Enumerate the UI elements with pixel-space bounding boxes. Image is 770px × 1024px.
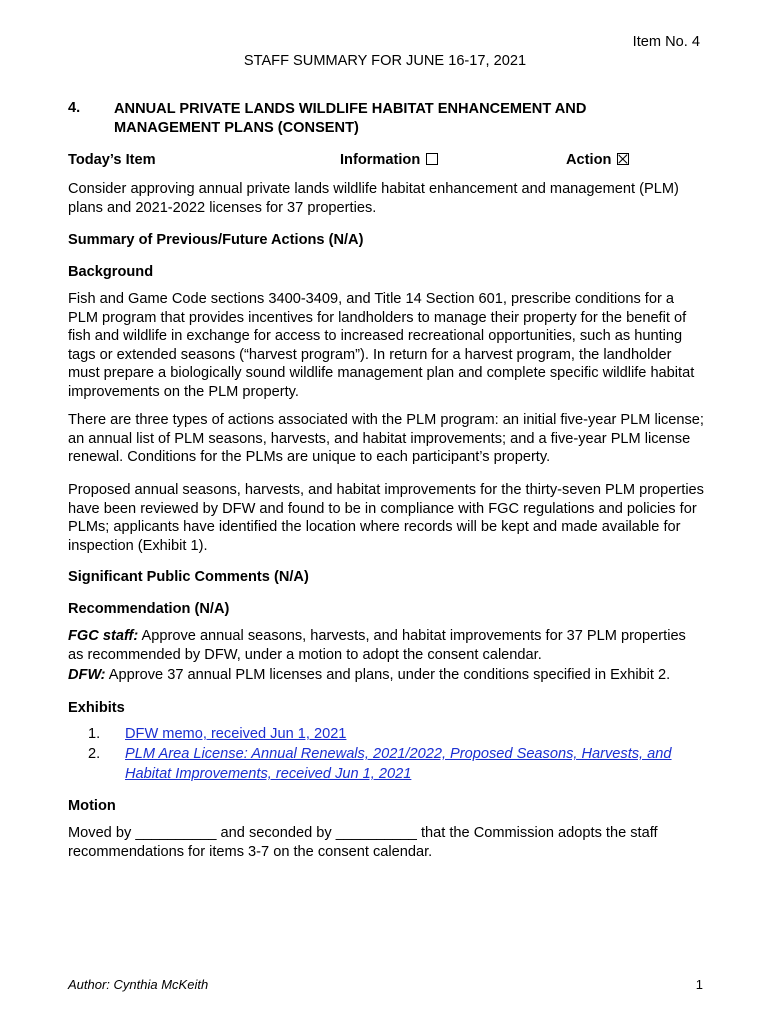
information-checkbox: [426, 153, 438, 165]
public-comments-heading: Significant Public Comments (N/A): [68, 569, 309, 585]
action-option: [566, 152, 629, 168]
item-title: ANNUAL PRIVATE LANDS WILDLIFE HABITAT ENHANCEMENT AND MANAGEMENT PLANS (CONSENT): [114, 101, 587, 136]
background-heading: Background: [68, 264, 154, 280]
todays-item-label: Today’s Item: [68, 152, 156, 168]
fgc-recommendation: [68, 627, 704, 664]
item-number: 4.: [68, 100, 81, 116]
exhibit-link-dfw-memo[interactable]: DFW memo, received Jun 1, 2021: [125, 726, 347, 742]
fgc-label: FGC staff:: [68, 628, 139, 644]
exhibit-link-plm-area-license[interactable]: PLM Area License: Annual Renewals, 2021/2022, Proposed Seasons, Harvests, and Habitat Improvements, received Jun 1, 2021: [125, 746, 672, 782]
action-label: Action: [566, 152, 612, 168]
intro-paragraph: Consider approving annual private lands wildlife habitat enhancement and management (PLM) plans and 2021-2022 licenses for 37 properties.: [68, 181, 679, 216]
recommendation-heading: Recommendation (N/A): [68, 601, 230, 617]
exhibit-number: 1.: [88, 726, 101, 742]
exhibit-item-2: [88, 744, 708, 784]
background-paragraph-2: There are three types of actions associated with the PLM program: an initial five-year PLM license; an annual list of PLM seasons, harvests, and habitat improvements; and a five-year PLM license renewal. Conditions for the PLMs are unique to each participant’s property.: [68, 412, 704, 465]
item-number-label: Item No. 4: [632, 34, 700, 50]
information-option: [340, 152, 438, 168]
dfw-recommendation: [68, 666, 704, 685]
motion-paragraph: Moved by __________ and seconded by __________ that the Commission adopts the staff recommendations for items 3-7 on the consent calendar.: [68, 825, 658, 860]
footer-author: Author: Cynthia McKeith: [68, 977, 209, 992]
footer-page-number: 1: [695, 977, 703, 992]
fgc-text: Approve annual seasons, harvests, and habitat improvements for 37 PLM properties as recommended by DFW, under a motion to adopt the consent calendar.: [68, 628, 686, 663]
action-checkbox: [617, 153, 629, 165]
background-paragraph-1: Fish and Game Code sections 3400-3409, and Title 14 Section 601, prescribe conditions for a PLM program that provides incentives for landholders to manage their property for the benefit of fish and wildlife in exchange for access to increased recreational opportunities, such as hunting tags or extended seasons (“harvest program”). In return for a harvest program, the landholder must prepare a biologically sound wildlife management plan and complete specific wildlife habitat improvements on the PLM property.: [68, 291, 695, 400]
dfw-text: Approve 37 annual PLM licenses and plans, under the conditions specified in Exhibit 2.: [105, 667, 671, 683]
background-paragraph-3: Proposed annual seasons, harvests, and habitat improvements for the thirty-seven PLM properties have been reviewed by DFW and found to be in compliance with FGC regulations and policies for PLMs; applicants have identified the location where records will be kept and made available for inspection (Exhibit 1).: [68, 482, 704, 554]
information-label: Information: [340, 152, 421, 168]
exhibits-list: [88, 724, 708, 784]
exhibit-item-1: [88, 724, 708, 744]
summary-heading: Summary of Previous/Future Actions (N/A): [68, 232, 364, 248]
exhibit-number: 2.: [88, 746, 101, 762]
staff-summary-title: STAFF SUMMARY FOR JUNE 16-17, 2021: [243, 53, 527, 69]
motion-heading: Motion: [68, 798, 116, 814]
exhibits-heading: Exhibits: [68, 700, 125, 716]
dfw-label: DFW:: [68, 667, 106, 683]
